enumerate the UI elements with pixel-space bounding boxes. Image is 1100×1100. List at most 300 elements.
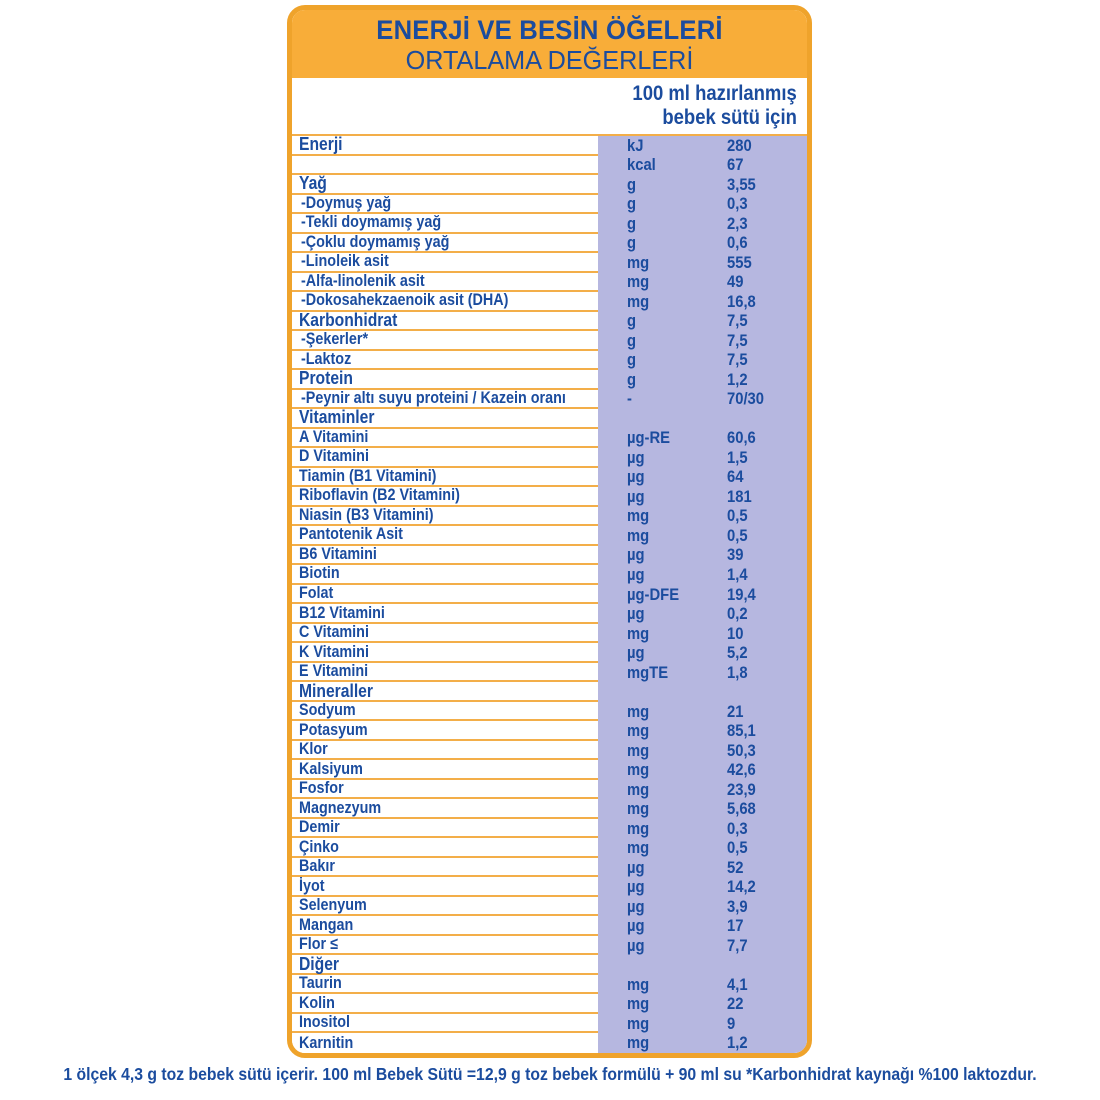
unit-cell [598, 994, 727, 1014]
unit-cell [598, 702, 727, 722]
nutrient-name-cell [292, 234, 598, 254]
table-row [292, 702, 807, 722]
unit-label: mg [627, 760, 650, 780]
value-cell [727, 702, 807, 722]
unit-label: mg [627, 1013, 650, 1033]
value-cell [727, 351, 807, 371]
unit-label: µg [627, 896, 645, 916]
nutrient-name: Inositol [299, 1013, 351, 1032]
value-cell [727, 624, 807, 644]
nutrient-name: B6 Vitamini [299, 544, 377, 563]
unit-cell [598, 643, 727, 663]
value-cell [727, 721, 807, 741]
nutrient-name-cell [292, 156, 598, 176]
unit-label: mg [627, 838, 650, 858]
value-label: 0,5 [727, 525, 748, 545]
unit-label: µg [627, 935, 645, 955]
unit-cell [598, 682, 727, 702]
table-row [292, 858, 807, 878]
value-cell [727, 175, 807, 195]
value-cell [727, 195, 807, 215]
value-cell [727, 604, 807, 624]
value-label: 3,55 [727, 174, 756, 194]
unit-cell [598, 156, 727, 176]
value-cell [727, 507, 807, 527]
value-label: 7,5 [727, 311, 748, 331]
table-row [292, 975, 807, 995]
nutrient-name-cell [292, 136, 598, 156]
value-label: 64 [727, 467, 744, 487]
unit-label: µg [627, 467, 645, 487]
table-row [292, 331, 807, 351]
nutrient-name-cell [292, 390, 598, 410]
value-cell [727, 292, 807, 312]
unit-cell [598, 448, 727, 468]
unit-cell [598, 214, 727, 234]
table-row [292, 604, 807, 624]
value-label: 0,5 [727, 838, 748, 858]
unit-label: - [627, 389, 632, 409]
nutrient-name: C Vitamini [299, 623, 369, 642]
nutrient-name-cell [292, 565, 598, 585]
unit-cell [598, 780, 727, 800]
nutrient-name: Flor ≤ [299, 935, 338, 954]
unit-label: mg [627, 740, 650, 760]
value-label: 85,1 [727, 721, 756, 741]
value-label: 17 [727, 916, 744, 936]
nutrient-name-cell [292, 546, 598, 566]
value-label: 23,9 [727, 779, 756, 799]
value-cell [727, 312, 807, 332]
value-label: 0,5 [727, 506, 748, 526]
nutrient-name: Magnezyum [299, 798, 382, 817]
table-row [292, 819, 807, 839]
unit-cell [598, 1014, 727, 1034]
nutrient-name-cell [292, 468, 598, 488]
nutrient-name: Demir [299, 818, 340, 837]
unit-label: µg [627, 643, 645, 663]
nutrient-name: -Laktoz [301, 349, 352, 368]
value-label: 4,1 [727, 974, 748, 994]
nutrient-name: Mineraller [299, 680, 373, 701]
value-cell [727, 156, 807, 176]
unit-cell [598, 565, 727, 585]
value-label: 3,9 [727, 896, 748, 916]
unit-cell [598, 741, 727, 761]
nutrient-name: Bakır [299, 857, 335, 876]
nutrient-name-cell [292, 624, 598, 644]
value-cell [727, 487, 807, 507]
value-label: 22 [727, 994, 744, 1014]
table-row [292, 253, 807, 273]
value-cell [727, 273, 807, 293]
value-label: 5,68 [727, 799, 756, 819]
table-row [292, 390, 807, 410]
value-label: 9 [727, 1013, 736, 1033]
unit-cell [598, 877, 727, 897]
unit-cell [598, 331, 727, 351]
table-row [292, 936, 807, 956]
nutrient-name: Pantotenik Asit [299, 525, 403, 544]
table-row [292, 409, 807, 429]
nutrient-name: -Alfa-linolenik asit [301, 271, 425, 290]
table-row [292, 877, 807, 897]
nutrient-name-cell [292, 760, 598, 780]
nutrient-name-cell [292, 507, 598, 527]
nutrient-name-cell [292, 309, 598, 332]
value-label: 5,2 [727, 643, 748, 663]
nutrient-name-cell [292, 195, 598, 215]
nutrient-name-cell [292, 897, 598, 917]
value-cell [727, 975, 807, 995]
value-label: 21 [727, 701, 744, 721]
nutrient-name: -Tekli doymamış yağ [301, 213, 442, 232]
nutrient-name: Biotin [299, 564, 340, 583]
table-row [292, 663, 807, 683]
value-label: 1,5 [727, 447, 748, 467]
nutrient-name-cell [292, 663, 598, 683]
value-label: 0,3 [727, 194, 748, 214]
footnote: 1 ölçek 4,3 g toz bebek sütü içerir. 100 ml Bebek Sütü =12,9 g toz bebek formülü + 90 ml su *Karbonhidrat kaynağı %100 laktozdur. [63, 1064, 1037, 1084]
nutrient-name: D Vitamini [299, 447, 369, 466]
table-row [292, 448, 807, 468]
value-label: 49 [727, 272, 744, 292]
unit-label: kcal [627, 155, 656, 175]
value-label: 555 [727, 252, 752, 272]
unit-label: µg-RE [627, 428, 671, 448]
value-cell [727, 253, 807, 273]
unit-cell [598, 604, 727, 624]
value-cell [727, 448, 807, 468]
value-cell [727, 585, 807, 605]
nutrient-name-cell [292, 1014, 598, 1034]
value-cell [727, 682, 807, 702]
nutrient-name: -Linoleik asit [301, 252, 389, 271]
table-row [292, 546, 807, 566]
table-row [292, 370, 807, 390]
unit-cell [598, 838, 727, 858]
table-row [292, 136, 807, 156]
value-label: 50,3 [727, 740, 756, 760]
unit-cell [598, 624, 727, 644]
nutrient-name-cell [292, 585, 598, 605]
unit-label: mg [627, 525, 650, 545]
unit-label: g [627, 174, 637, 194]
value-cell [727, 780, 807, 800]
value-cell [727, 429, 807, 449]
nutrient-name: Çinko [299, 837, 339, 856]
nutrient-name-cell [292, 409, 598, 429]
table-row [292, 955, 807, 975]
unit-cell [598, 175, 727, 195]
unit-cell [598, 526, 727, 546]
value-cell [727, 663, 807, 683]
nutrient-name: Klor [299, 740, 328, 759]
table-row [292, 195, 807, 215]
nutrient-name: K Vitamini [299, 642, 369, 661]
table-subtitle: ORTALAMA DEĞERLERİ [405, 45, 694, 75]
unit-label: g [627, 311, 637, 331]
value-label: 0,2 [727, 604, 748, 624]
nutrient-name-cell [292, 858, 598, 878]
unit-cell [598, 487, 727, 507]
table-row [292, 780, 807, 800]
nutrient-name-cell [292, 877, 598, 897]
value-label: 181 [727, 486, 752, 506]
value-cell [727, 877, 807, 897]
nutrient-name-cell [292, 448, 598, 468]
value-cell [727, 526, 807, 546]
value-cell [727, 799, 807, 819]
value-cell [727, 858, 807, 878]
table-row [292, 214, 807, 234]
unit-cell [598, 351, 727, 371]
unit-cell [598, 663, 727, 683]
unit-cell [598, 292, 727, 312]
value-cell [727, 1033, 807, 1053]
table-row [292, 351, 807, 371]
nutrient-name-cell [292, 487, 598, 507]
table-row [292, 292, 807, 312]
table-row [292, 429, 807, 449]
nutrient-name: B12 Vitamini [299, 603, 385, 622]
nutrient-name: -Peynir altı suyu proteini / Kazein oranı [301, 388, 566, 407]
table-row [292, 760, 807, 780]
nutrient-name-cell [292, 838, 598, 858]
table-row [292, 897, 807, 917]
value-cell [727, 370, 807, 390]
nutrient-name: Diğer [299, 953, 340, 974]
value-label: 10 [727, 623, 744, 643]
unit-cell [598, 585, 727, 605]
value-cell [727, 955, 807, 975]
nutrient-name: Protein [299, 368, 353, 389]
unit-label: g [627, 350, 637, 370]
value-cell [727, 838, 807, 858]
nutrient-name-cell [292, 351, 598, 371]
nutrient-name-cell [292, 936, 598, 956]
unit-label: g [627, 330, 637, 350]
unit-cell [598, 253, 727, 273]
nutrient-name: Fosfor [299, 779, 344, 798]
unit-label: mg [627, 994, 650, 1014]
nutrient-name-cell [292, 799, 598, 819]
nutrient-name-cell [292, 1033, 598, 1053]
table-row [292, 487, 807, 507]
nutrient-name-cell [292, 273, 598, 293]
nutrient-name: A Vitamini [299, 427, 369, 446]
value-cell [727, 468, 807, 488]
unit-label: µg [627, 545, 645, 565]
unit-label: µg-DFE [627, 584, 680, 604]
unit-cell [598, 819, 727, 839]
value-cell [727, 643, 807, 663]
unit-cell [598, 234, 727, 254]
nutrient-name: Selenyum [299, 896, 367, 915]
value-cell [727, 546, 807, 566]
unit-cell [598, 468, 727, 488]
table-row [292, 994, 807, 1014]
unit-cell [598, 858, 727, 878]
nutrient-name: -Dokosahekzaenoik asit (DHA) [301, 291, 509, 310]
unit-cell [598, 507, 727, 527]
table-row [292, 741, 807, 761]
nutrient-name: E Vitamini [299, 662, 369, 681]
table-row [292, 468, 807, 488]
nutrient-name: Kolin [299, 993, 335, 1012]
value-cell [727, 565, 807, 585]
unit-cell [598, 409, 727, 429]
column-header-line2: bebek sütü için [662, 106, 797, 129]
unit-cell [598, 936, 727, 956]
value-label: 14,2 [727, 877, 756, 897]
unit-label: mg [627, 701, 650, 721]
value-label: 42,6 [727, 760, 756, 780]
unit-label: mg [627, 818, 650, 838]
nutrient-name-cell [292, 526, 598, 546]
value-label: 60,6 [727, 428, 756, 448]
unit-label: g [627, 233, 637, 253]
nutrient-name: Karbonhidrat [299, 309, 398, 330]
table-title: ENERJİ VE BESİN ÖĞELERİ [376, 15, 723, 45]
table-row [292, 721, 807, 741]
unit-label: mg [627, 252, 650, 272]
nutrient-name-cell [292, 370, 598, 390]
unit-cell [598, 897, 727, 917]
value-cell [727, 409, 807, 429]
table-row [292, 682, 807, 702]
table-row [292, 1033, 807, 1053]
unit-cell [598, 273, 727, 293]
nutrient-name: Riboflavin (B2 Vitamini) [299, 486, 460, 505]
value-label: 7,7 [727, 935, 748, 955]
nutrient-name: Tiamin (B1 Vitamini) [299, 466, 437, 485]
unit-label: µg [627, 447, 645, 467]
nutrition-table [287, 5, 812, 1058]
table-row [292, 526, 807, 546]
nutrient-name: İyot [299, 876, 325, 895]
nutrient-name-cell [292, 292, 598, 312]
value-label: 16,8 [727, 291, 756, 311]
value-label: 0,6 [727, 233, 748, 253]
nutrient-name-cell [292, 994, 598, 1014]
table-row [292, 585, 807, 605]
value-cell [727, 916, 807, 936]
unit-cell [598, 955, 727, 975]
value-cell [727, 234, 807, 254]
value-label: 52 [727, 857, 744, 877]
table-row [292, 565, 807, 585]
value-cell [727, 136, 807, 156]
nutrient-name: Mangan [299, 915, 354, 934]
nutrient-name: Taurin [299, 974, 342, 993]
unit-cell [598, 546, 727, 566]
unit-label: g [627, 369, 637, 389]
nutrient-name-cell [292, 955, 598, 975]
nutrient-name: Sodyum [299, 701, 356, 720]
nutrient-name: Karnitin [299, 1033, 354, 1052]
unit-label: g [627, 213, 637, 233]
nutrient-name-cell [292, 741, 598, 761]
value-label: 1,2 [727, 1033, 748, 1053]
value-cell [727, 214, 807, 234]
nutrient-name: -Çoklu doymamış yağ [301, 232, 450, 251]
nutrient-name-cell [292, 682, 598, 702]
nutrient-name: Vitaminler [299, 407, 375, 428]
value-label: 0,3 [727, 818, 748, 838]
table-row [292, 175, 807, 195]
unit-cell [598, 975, 727, 995]
nutrient-name-cell [292, 702, 598, 722]
nutrient-name-cell [292, 175, 598, 195]
value-label: 19,4 [727, 584, 756, 604]
unit-label: µg [627, 564, 645, 584]
unit-label: µg [627, 604, 645, 624]
nutrient-name-cell [292, 819, 598, 839]
value-label: 70/30 [727, 389, 765, 409]
nutrient-name-cell [292, 604, 598, 624]
nutrient-name: Folat [299, 584, 334, 602]
value-cell [727, 760, 807, 780]
nutrient-name: Yağ [299, 173, 327, 194]
nutrient-name-cell [292, 253, 598, 273]
table-row [292, 1014, 807, 1034]
value-label: 67 [727, 155, 744, 175]
unit-label: µg [627, 877, 645, 897]
nutrient-name: Enerji [299, 134, 343, 155]
table-row [292, 234, 807, 254]
table-body [292, 134, 807, 1053]
unit-cell [598, 370, 727, 390]
table-row [292, 624, 807, 644]
unit-cell [598, 1033, 727, 1053]
nutrient-name: Potasyum [299, 720, 368, 739]
unit-label: mg [627, 1033, 650, 1053]
nutrient-name-cell [292, 643, 598, 663]
table-row [292, 507, 807, 527]
unit-label: mg [627, 291, 650, 311]
nutrient-name: -Doymuş yağ [301, 193, 392, 212]
nutrient-name: Niasin (B3 Vitamini) [299, 505, 434, 524]
nutrient-name: Kalsiyum [299, 759, 363, 778]
unit-cell [598, 721, 727, 741]
unit-cell [598, 136, 727, 156]
value-cell [727, 819, 807, 839]
table-row [292, 916, 807, 936]
unit-cell [598, 390, 727, 410]
value-label: 7,5 [727, 350, 748, 370]
nutrient-name-cell [292, 975, 598, 995]
unit-label: µg [627, 486, 645, 506]
value-cell [727, 936, 807, 956]
unit-label: g [627, 194, 637, 214]
nutrient-name-cell [292, 916, 598, 936]
value-label: 1,8 [727, 662, 748, 682]
table-row [292, 799, 807, 819]
value-cell [727, 994, 807, 1014]
nutrient-name-cell [292, 780, 598, 800]
nutrient-name-cell [292, 721, 598, 741]
table-row [292, 273, 807, 293]
value-label: 1,4 [727, 564, 748, 584]
unit-label: µg [627, 916, 645, 936]
value-label: 2,3 [727, 213, 748, 233]
value-cell [727, 390, 807, 410]
value-label: 7,5 [727, 330, 748, 350]
unit-cell [598, 760, 727, 780]
unit-label: µg [627, 857, 645, 877]
unit-label: mg [627, 506, 650, 526]
